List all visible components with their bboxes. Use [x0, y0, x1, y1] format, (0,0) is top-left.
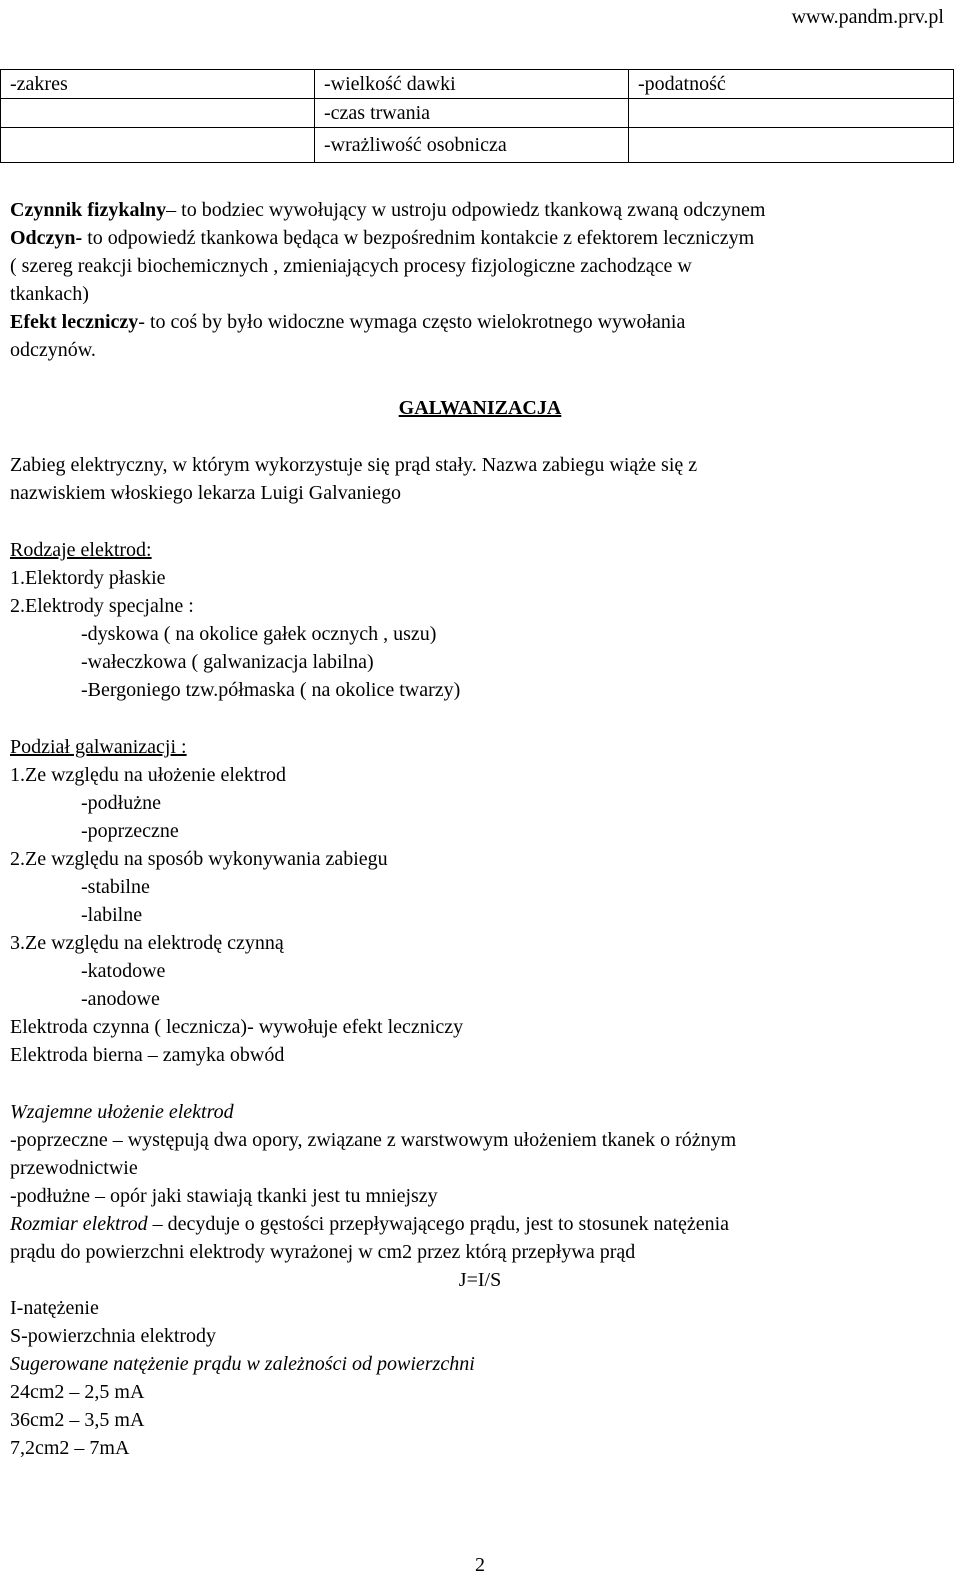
mutual-heading: Wzajemne ułożenie elektrod — [10, 1101, 234, 1123]
list-item: -katodowe — [81, 960, 166, 982]
doses-table — [0, 69, 954, 163]
table-cell — [629, 128, 954, 163]
list-item: 1.Ze względu na ułożenie elektrod — [10, 764, 286, 786]
galw-desc-line: Zabieg elektryczny, w którym wykorzystuje się prąd stały. Nazwa zabiegu wiąże się z — [10, 454, 698, 476]
size-text: – decyduje o gęstości przepływającego prądu, jest to stosunek natężenia — [147, 1213, 730, 1235]
size-definition — [10, 1210, 729, 1238]
list-item: 2.Ze względu na sposób wykonywania zabiegu — [10, 848, 388, 870]
efekt-line-2: odczynów. — [10, 339, 96, 361]
section-title: GALWANIZACJA — [398, 397, 562, 419]
odczyn-text: to odpowiedź tkankowa będąca w bezpośrednim kontakcie z efektorem leczniczym — [82, 227, 755, 249]
list-item: -Bergoniego tzw.półmaska ( na okolice twarzy) — [81, 679, 461, 701]
list-item: -stabilne — [81, 876, 150, 898]
active-electrode: Elektroda czynna ( lecznicza)- wywołuje efekt leczniczy — [10, 1016, 464, 1038]
list-item: -labilne — [81, 904, 143, 926]
list-item: -dyskowa ( na okolice gałek ocznych , uszu) — [81, 623, 437, 645]
table-row — [1, 128, 954, 163]
table-cell — [1, 128, 315, 163]
mutual-line: -podłużne – opór jaki stawiają tkanki jest tu mniejszy — [10, 1185, 438, 1207]
value-line: 7,2cm2 – 7mA — [10, 1437, 130, 1459]
mutual-line: -poprzeczne – występują dwa opory, związane z warstwowym ułożeniem tkanek o różnym — [10, 1129, 737, 1151]
electrodes-heading: Rodzaje elektrod: — [10, 539, 152, 561]
table-cell — [629, 99, 954, 128]
list-item: 2.Elektrody specjalne : — [10, 595, 194, 617]
list-item: 3.Ze względu na elektrodę czynną — [10, 932, 284, 954]
suggested-heading: Sugerowane natężenie prądu w zależności od powierzchni — [10, 1353, 475, 1375]
list-item: -poprzeczne — [81, 820, 179, 842]
size-line-2: prądu do powierzchni elektrody wyrażonej w cm2 przez którą przepływa prąd — [10, 1241, 636, 1263]
definition-line: I-natężenie — [10, 1297, 99, 1319]
value-line: 24cm2 – 2,5 mA — [10, 1381, 145, 1403]
czynnik-term: Czynnik fizykalny — [10, 199, 167, 221]
odczyn-term: Odczyn- — [10, 227, 83, 249]
page-number: 2 — [475, 1554, 485, 1576]
czynnik-text: – to bodziec wywołujący w ustroju odpowiedz tkankową zwaną odczynem — [166, 199, 766, 221]
table-cell: -wrażliwość osobnicza — [315, 128, 629, 163]
value-line: 36cm2 – 3,5 mA — [10, 1409, 145, 1431]
efekt-definition — [10, 308, 685, 336]
website-header: www.pandm.prv.pl — [791, 6, 944, 28]
table-row — [1, 99, 954, 128]
galw-desc-line: nazwiskiem włoskiego lekarza Luigi Galvaniego — [10, 482, 401, 504]
table-cell — [1, 99, 315, 128]
definition-line: S-powierzchnia elektrody — [10, 1325, 217, 1347]
efekt-term: Efekt leczniczy — [10, 311, 139, 333]
odczyn-line-2: ( szereg reakcji biochemicznych , zmieniających procesy fizjologiczne zachodzące w — [10, 255, 692, 277]
czynnik-definition — [10, 196, 765, 224]
division-heading: Podział galwanizacji : — [10, 736, 187, 758]
list-item: 1.Elektordy płaskie — [10, 567, 166, 589]
table-cell: -wielkość dawki — [315, 70, 629, 99]
list-item: -podłużne — [81, 792, 161, 814]
table-cell: -podatność — [629, 70, 954, 99]
size-term: Rozmiar elektrod — [10, 1213, 148, 1235]
mutual-line: przewodnictwie — [10, 1157, 138, 1179]
passive-electrode: Elektroda bierna – zamyka obwód — [10, 1044, 285, 1066]
formula: J=I/S — [458, 1269, 502, 1291]
list-item: -wałeczkowa ( galwanizacja labilna) — [81, 651, 374, 673]
efekt-text: - to coś by było widoczne wymaga często wielokrotnego wywołania — [138, 311, 686, 333]
table-cell: -czas trwania — [315, 99, 629, 128]
table-cell: -zakres — [1, 70, 315, 99]
table-row — [1, 70, 954, 99]
odczyn-line-3: tkankach) — [10, 283, 89, 305]
list-item: -anodowe — [81, 988, 160, 1010]
odczyn-definition — [10, 224, 754, 252]
